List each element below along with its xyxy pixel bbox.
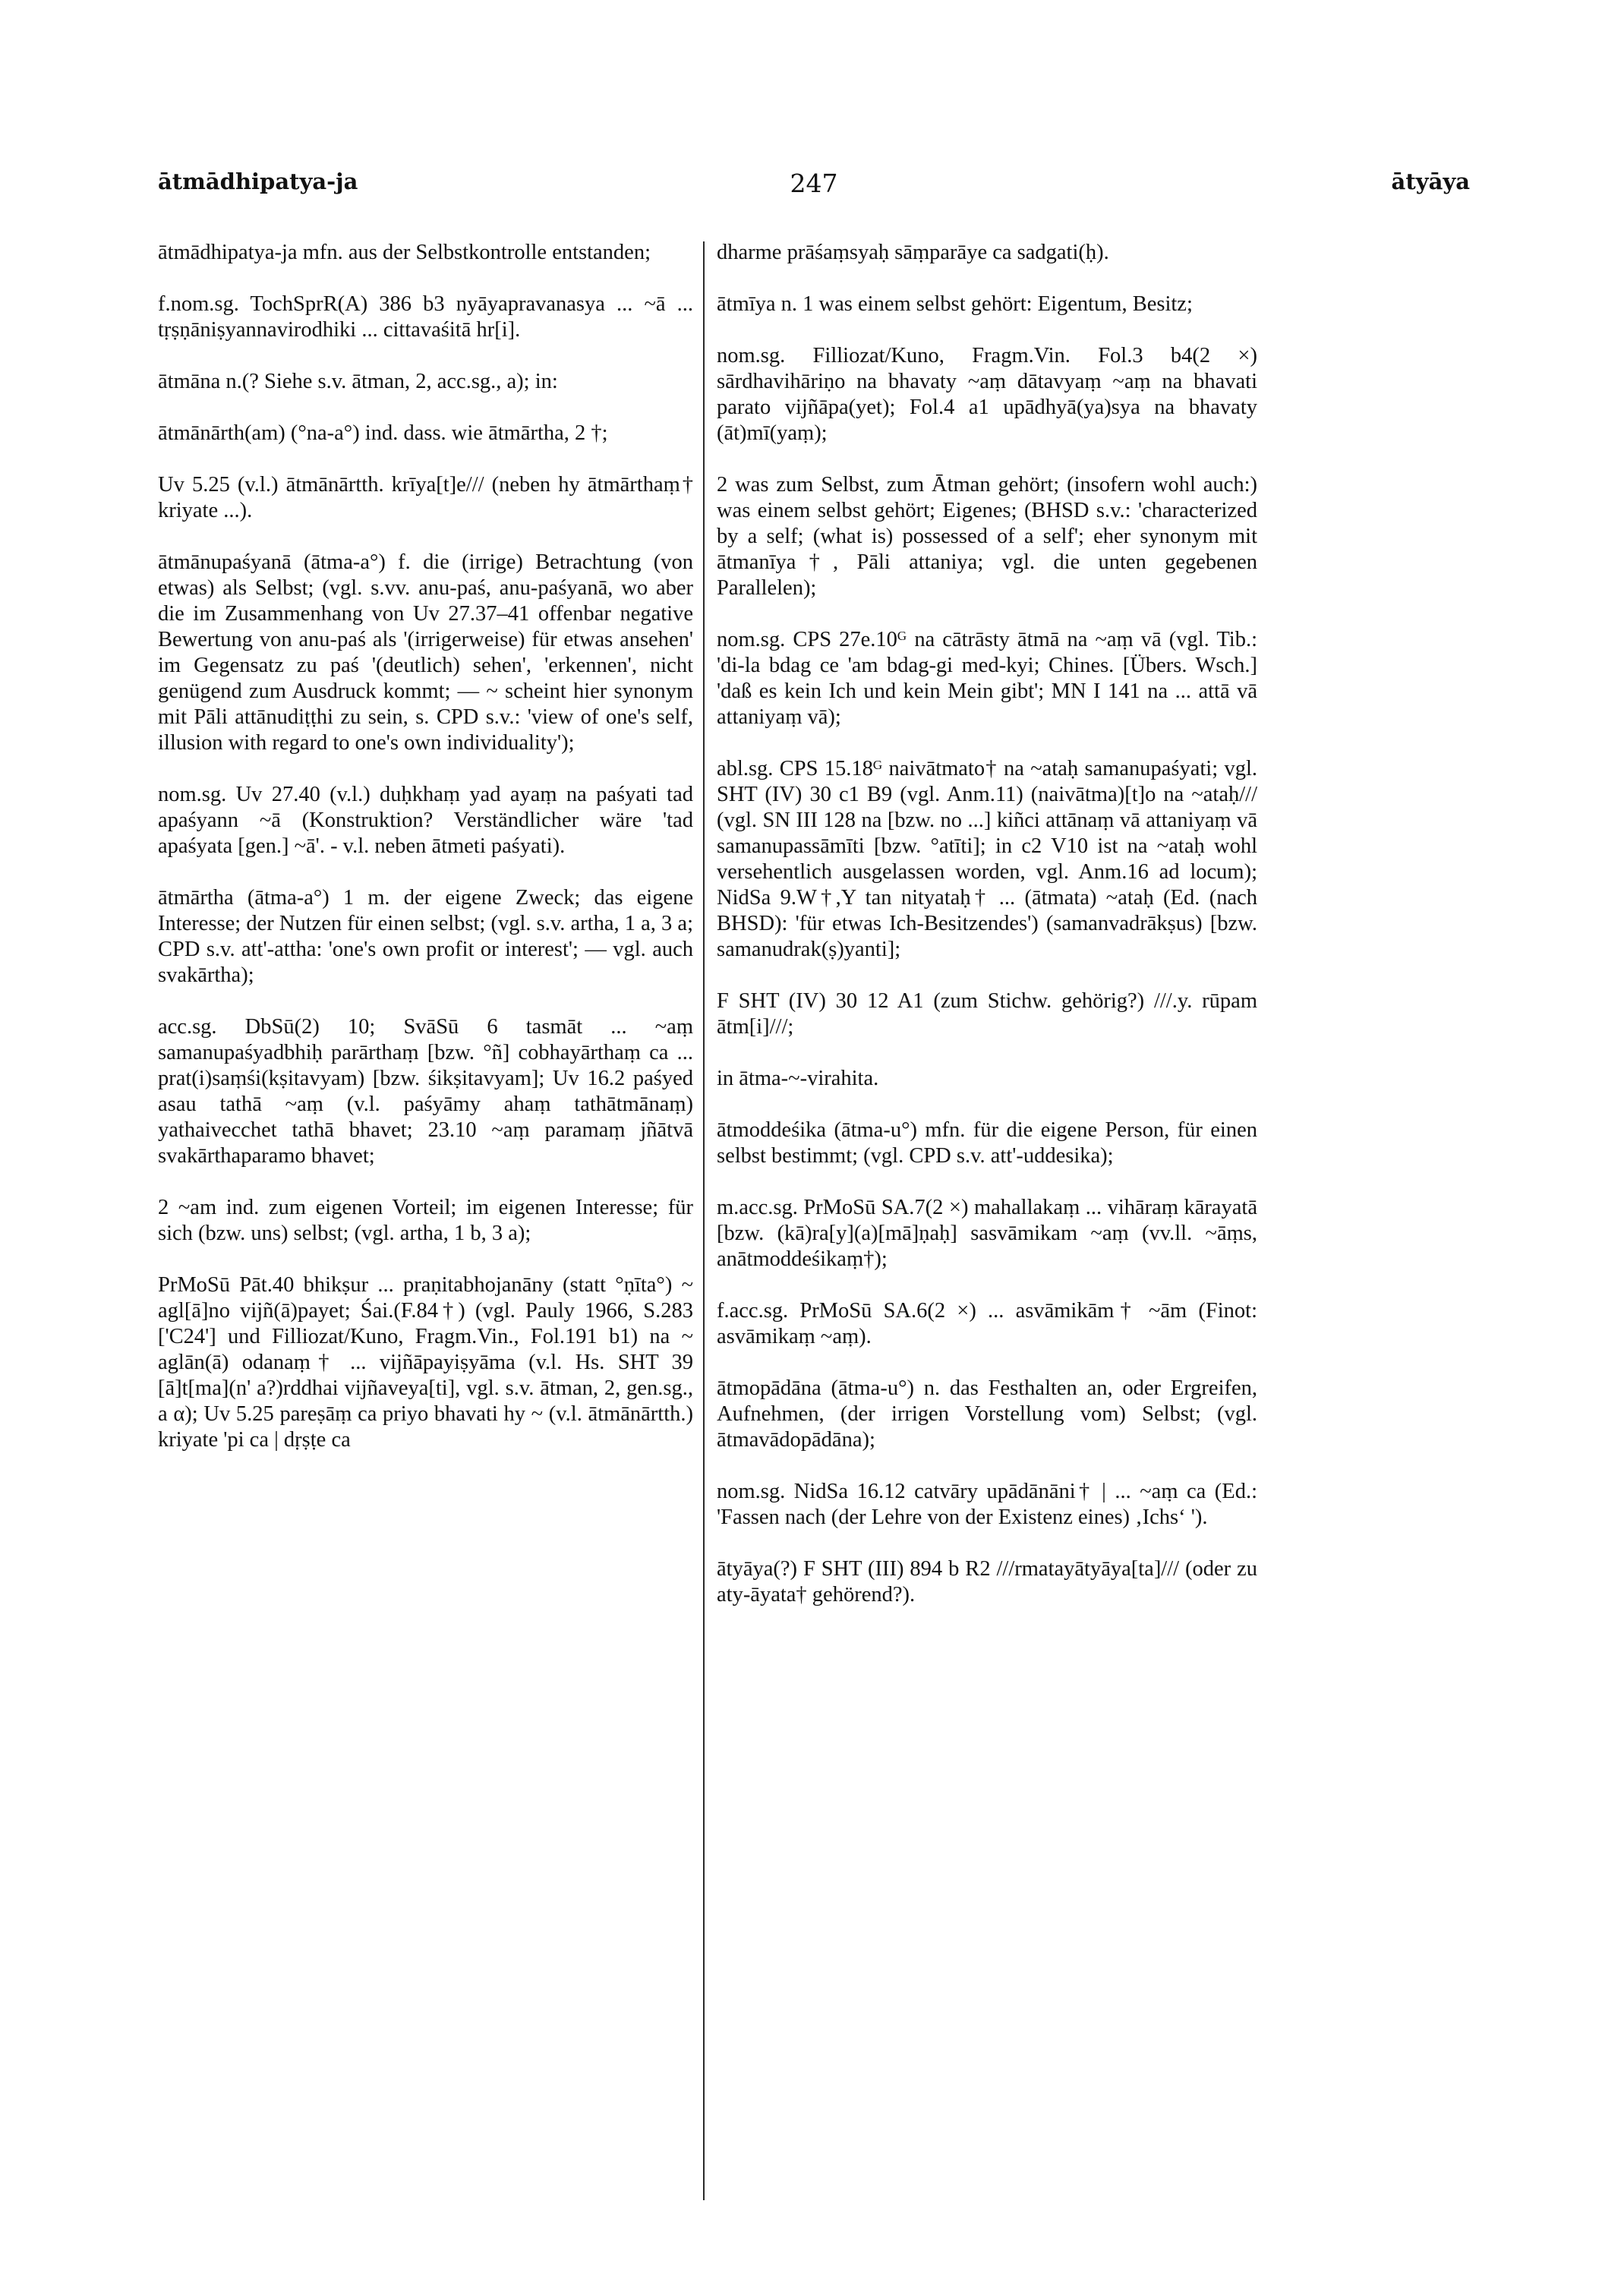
- entry-atmoddesika: ātmoddeśika (ātma-u°) mfn. für die eigene Person, für einen selbst bestimmt; (vgl. CPD s.v. att'-uddesika);: [717, 1118, 1257, 1168]
- entry-citation: f.nom.sg. TochSprR(A) 386 b3 nyāyapravanasya ... ~ā ... tṛṣṇāniṣyannavirodhiki ... cittavaśitā hr[i].: [158, 292, 693, 342]
- entry-citation: f.acc.sg. PrMoSū SA.6(2 ×) ... asvāmikām† ~ām (Finot: asvāmikaṃ ~aṃ).: [717, 1299, 1257, 1348]
- entry-citation: PrMoSū Pāt.40 bhikṣur ... praṇitabhojanāny (statt °ṇīta°) ~ agl[ā]no vijñ(ā)payet; Śai.(F.84†) (vgl. Pauly 1966, S.283 ['C24'] und Filliozat/Kuno, Fragm.Vin., Fol.191 b1) na ~ aglān(ā) odanaṃ† ... vijñāpayiṣyāma (v.l. Hs. SHT 39 [ā]t[ma](n' a?)rddhai vijñaveya[ti], vgl. s.v. ātman, 2, gen.sg., a α); Uv 5.25 pareṣāṃ ca priyo bhavati hy ~ (v.l. ātmānārtth.) kriyate 'pi ca | dṛṣṭe ca: [158, 1273, 693, 1452]
- entry-sense-2: 2 ~am ind. zum eigenen Vorteil; im eigenen Interesse; für sich (bzw. uns) selbst; (vgl. artha, 1 b, 3 a);: [158, 1196, 693, 1245]
- entry-citation: nom.sg. NidSa 16.12 catvāry upādānāni† | ... ~aṃ ca (Ed.: 'Fassen nach (der Lehre von der Existenz eines) ‚Ichs‘ ').: [717, 1480, 1257, 1529]
- header-right-keyword: ātyāya: [1391, 169, 1470, 194]
- entry-atmanupasyana: ātmānupaśyanā (ātma-a°) f. die (irrige) Betrachtung (von etwas) als Selbst; (vgl. s.vv. anu-paś, anu-paśyanā, wo aber die im Zusammenhang von Uv 27.37–41 offenbar negative Bewertung von anu-paś als '(irrigerweise) für etwas ansehen' im Gegensatz zu paś '(deutlich) sehen', 'erkennen', nicht genügend zum Ausdruck kommt; — ~ scheint hier synonym mit Pāli attānudiṭṭhi zu sein, s. CPD s.v.: 'view of one's self, illusion with regard to one's own individuality');: [158, 550, 693, 755]
- header-left-keyword: ātmādhipatya-ja: [158, 169, 358, 194]
- column-divider: [703, 241, 705, 2200]
- entry-citation: nom.sg. Uv 27.40 (v.l.) duḥkhaṃ yad ayaṃ na paśyati tad apaśyann ~ā (Konstruktion? Verständlicher wäre 'tad apaśyata [gen.] ~ā'. - v.l. neben ātmeti paśyati).: [158, 783, 693, 858]
- right-column: [717, 240, 1257, 2214]
- entry-citation: acc.sg. DbSū(2) 10; SvāSū 6 tasmāt ... ~aṃ samanupaśyadbhiḥ parārthaṃ [bzw. °ñ] cobhayārthaṃ ca ... prat(i)saṃśi(kṣitavyam) [bzw. śikṣitavyam]; Uv 16.2 paśyed asau tathā ~aṃ (v.l. paśyāmy ahaṃ tathātmānaṃ) yathaivecchet tathā bhavet; 23.10 ~aṃ paramaṃ jñātvā svakārthaparamo bhavet;: [158, 1015, 693, 1168]
- entry-citation: nom.sg. CPS 27e.10ᴳ na cātrāsty ātmā na ~aṃ vā (vgl. Tib.: 'di-la bdag ce 'am bdag-gi med-kyi; Chines. [Übers. Wsch.] 'daß es kein Ich und kein Mein gibt'; MN I 141 na ... attā vā attaniyaṃ vā);: [717, 628, 1257, 729]
- entry-citation: m.acc.sg. PrMoSū SA.7(2 ×) mahallakaṃ ... vihāraṃ kārayatā [bzw. (kā)ra[y](a)[mā]ṇaḥ] sasvāmikam ~aṃ (vv.ll. ~āṃs, anātmoddeśikaṃ†);: [717, 1196, 1257, 1271]
- entry-citation: nom.sg. Filliozat/Kuno, Fragm.Vin. Fol.3 b4(2 ×) sārdhavihāriṇo na bhavaty ~aṃ dātavyaṃ ~aṃ na bhavati parato vijñāpa(yet); Fol.4 a1 upādhyā(ya)sya na bhavaty (āt)mī(yaṃ);: [717, 344, 1257, 445]
- entry-atmopadana: ātmopādāna (ātma-u°) n. das Festhalten an, oder Ergreifen, Aufnehmen, (der irrigen Vorstellung vom) Selbst; (vgl. ātmavādopādāna);: [717, 1376, 1257, 1452]
- entry-atyaya: ātyāya(?) F SHT (III) 894 b R2 ///rmatayātyāya[ta]/// (oder zu aty-āyata† gehörend?).: [717, 1557, 1257, 1607]
- entry-citation: abl.sg. CPS 15.18ᴳ naivātmato† na ~ataḥ samanupaśyati; vgl. SHT (IV) 30 c1 B9 (vgl. Anm.11) (naivātma)[t]o na ~ataḥ/// (vgl. SN III 128 na [bzw. no ...] kiñci attānaṃ vā attaniyaṃ vā samanupassāmīti [bzw. °atīti]; in c2 V10 ist na ~ataḥ wohl versehentlich ausgelassen worden, vgl. Anm.16 ad locum); NidSa 9.W†,Y tan nityataḥ† ... (ātmata) ~ataḥ (Ed. (nach BHSD): 'für etwas Ich-Besitzendes') (samanvadrākṣus) [bzw. samanudrak(ṣ)yanti];: [717, 757, 1257, 961]
- page-number: 247: [790, 169, 838, 198]
- left-column: [158, 240, 693, 2214]
- entry-continuation: dharme prāśaṃsyaḥ sāṃparāye ca sadgati(ḥ).: [717, 241, 1109, 264]
- entry-citation: F SHT (IV) 30 12 A1 (zum Stichw. gehörig?) ///.y. rūpam ātm[i]///;: [717, 989, 1257, 1039]
- entry-sense-2: 2 was zum Selbst, zum Ātman gehört; (insofern wohl auch:) was einem selbst gehört; Eigenes; (BHSD s.v.: 'characterized by a self; (what is) possessed of a self'; eher synonym mit ātmanīya†, Pāli attaniya; vgl. die unten gegebenen Parallelen);: [717, 473, 1257, 600]
- entry-atmana: ātmāna n.(? Siehe s.v. ātman, 2, acc.sg., a); in:: [158, 370, 558, 393]
- entry-compound: in ātma-~-virahita.: [717, 1067, 879, 1090]
- entry-atmiya: ātmīya n. 1 was einem selbst gehört: Eigentum, Besitz;: [717, 292, 1193, 316]
- entry-atmanartham: ātmānārth(am) (°na-a°) ind. dass. wie ātmārtha, 2 †;: [158, 421, 608, 445]
- entry-citation: Uv 5.25 (v.l.) ātmānārtth. krīya[t]e/// (neben hy ātmārthaṃ† kriyate ...).: [158, 473, 693, 522]
- running-header: [158, 169, 1470, 207]
- entry-atmadhipatya-ja: ātmādhipatya-ja mfn. aus der Selbstkontrolle entstanden;: [158, 241, 651, 264]
- entry-atmartha: ātmārtha (ātma-a°) 1 m. der eigene Zweck; das eigene Interesse; der Nutzen für einen selbst; (vgl. s.v. artha, 1 a, 3 a; CPD s.v. att'-attha: 'one's own profit or interest'; — vgl. auch svakārtha);: [158, 886, 693, 987]
